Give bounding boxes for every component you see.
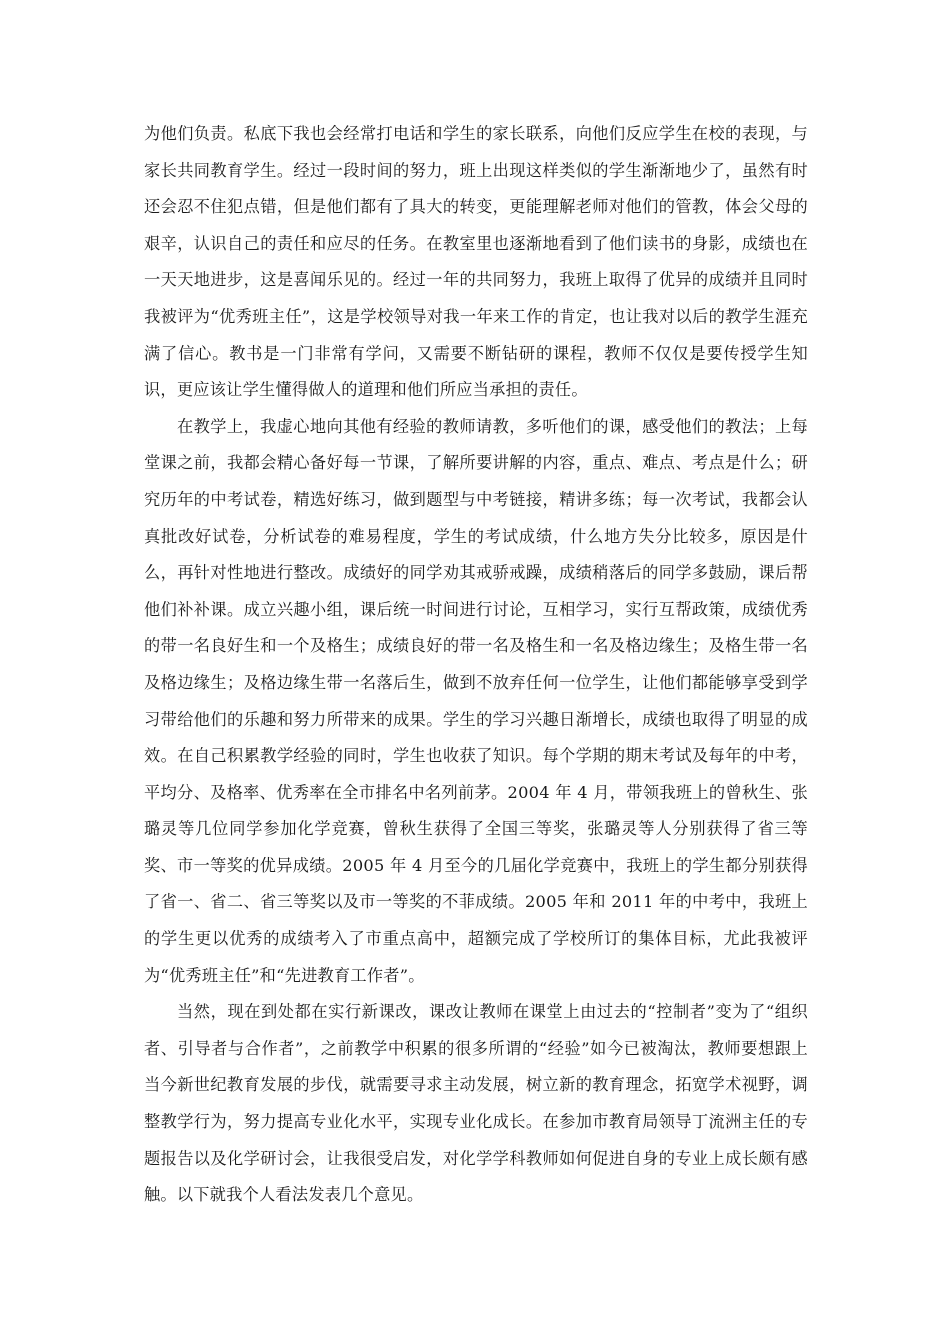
paragraph-1: 为他们负责。私底下我也会经常打电话和学生的家长联系，向他们反应学生在校的表现，与家长共同教育学生。经过一段时间的努力，班上出现这样类似的学生渐渐地少了，虽然有时还会忍不住犯点错，但是他们都有了具大的转变，更能理解老师对他们的管教，体会父母的艰辛，认识自己的责任和应尽的任务。在教室里也逐渐地看到了他们读书的身影，成绩也在一天天地进步，这是喜闻乐见的。经过一年的共同努力，我班上取得了优异的成绩并且同时我被评为“优秀班主任”，这是学校领导对我一年来工作的肯定，也让我对以后的教学生涯充满了信心。教书是一门非常有学问，又需要不断钻研的课程，教师不仅仅是要传授学生知识，更应该让学生懂得做人的道理和他们所应当承担的责任。 — [144, 124, 808, 400]
paragraph-2: 在教学上，我虚心地向其他有经验的教师请教，多听他们的课，感受他们的教法；上每堂课之前，我都会精心备好每一节课，了解所要讲解的内容，重点、难点、考点是什么；研究历年的中考试卷，精选好练习，做到题型与中考链接，精讲多练；每一次考试，我都会认真批改好试卷，分析试卷的难易程度，学生的考试成绩，什么地方失分比较多，原因是什么，再针对性地进行整改。成绩好的同学劝其戒骄戒躁，成绩稍落后的同学多鼓励，课后帮他们补补课。成立兴趣小组，课后统一时间进行讨论，互相学习，实行互帮政策，成绩优秀的带一名良好生和一个及格生；成绩良好的带一名及格生和一名及格边缘生；及格生带一名及格边缘生；及格边缘生带一名落后生，做到不放弃任何一位学生，让他们都能够享受到学习带给他们的乐趣和努力所带来的成果。学生的学习兴趣日渐增长，成绩也取得了明显的成效。在自己积累教学经验的同时，学生也收获了知识。每个学期的期末考试及每年的中考，平均分、及格率、优秀率在全市排名中名列前茅。2004 年 4 月，带领我班上的曾秋生、张璐灵等几位同学参加化学竞赛，曾秋生获得了全国三等奖，张璐灵等人分别获得了省三等奖、市一等奖的优异成绩。2005 年 4 月至今的几届化学竞赛中，我班上的学生都分别获得了省一、省二、省三等奖以及市一等奖的不菲成绩。2005 年和 2011 年的中考中，我班上的学生更以优秀的成绩考入了市重点高中，超额完成了学校所订的集体目标，尤此我被评为“优秀班主任”和“先进教育工作者”。 — [144, 416, 808, 985]
paragraph-3: 当然，现在到处都在实行新课改，课改让教师在课堂上由过去的“控制者”变为了“组织者、引导者与合作者”，之前教学中积累的很多所谓的“经验”如今已被淘汰，教师要想跟上当今新世纪教育发展的步伐，就需要寻求主动发展，树立新的教育理念，拓宽学术视野，调整教学行为，努力提高专业化水平，实现专业化成长。在参加市教育局领导丁流洲主任的专题报告以及化学研讨会，让我很受启发，对化学学科教师如何促进自身的专业上成长颇有感触。以下就我个人看法发表几个意见。 — [144, 1002, 808, 1205]
document-body — [144, 116, 808, 1214]
